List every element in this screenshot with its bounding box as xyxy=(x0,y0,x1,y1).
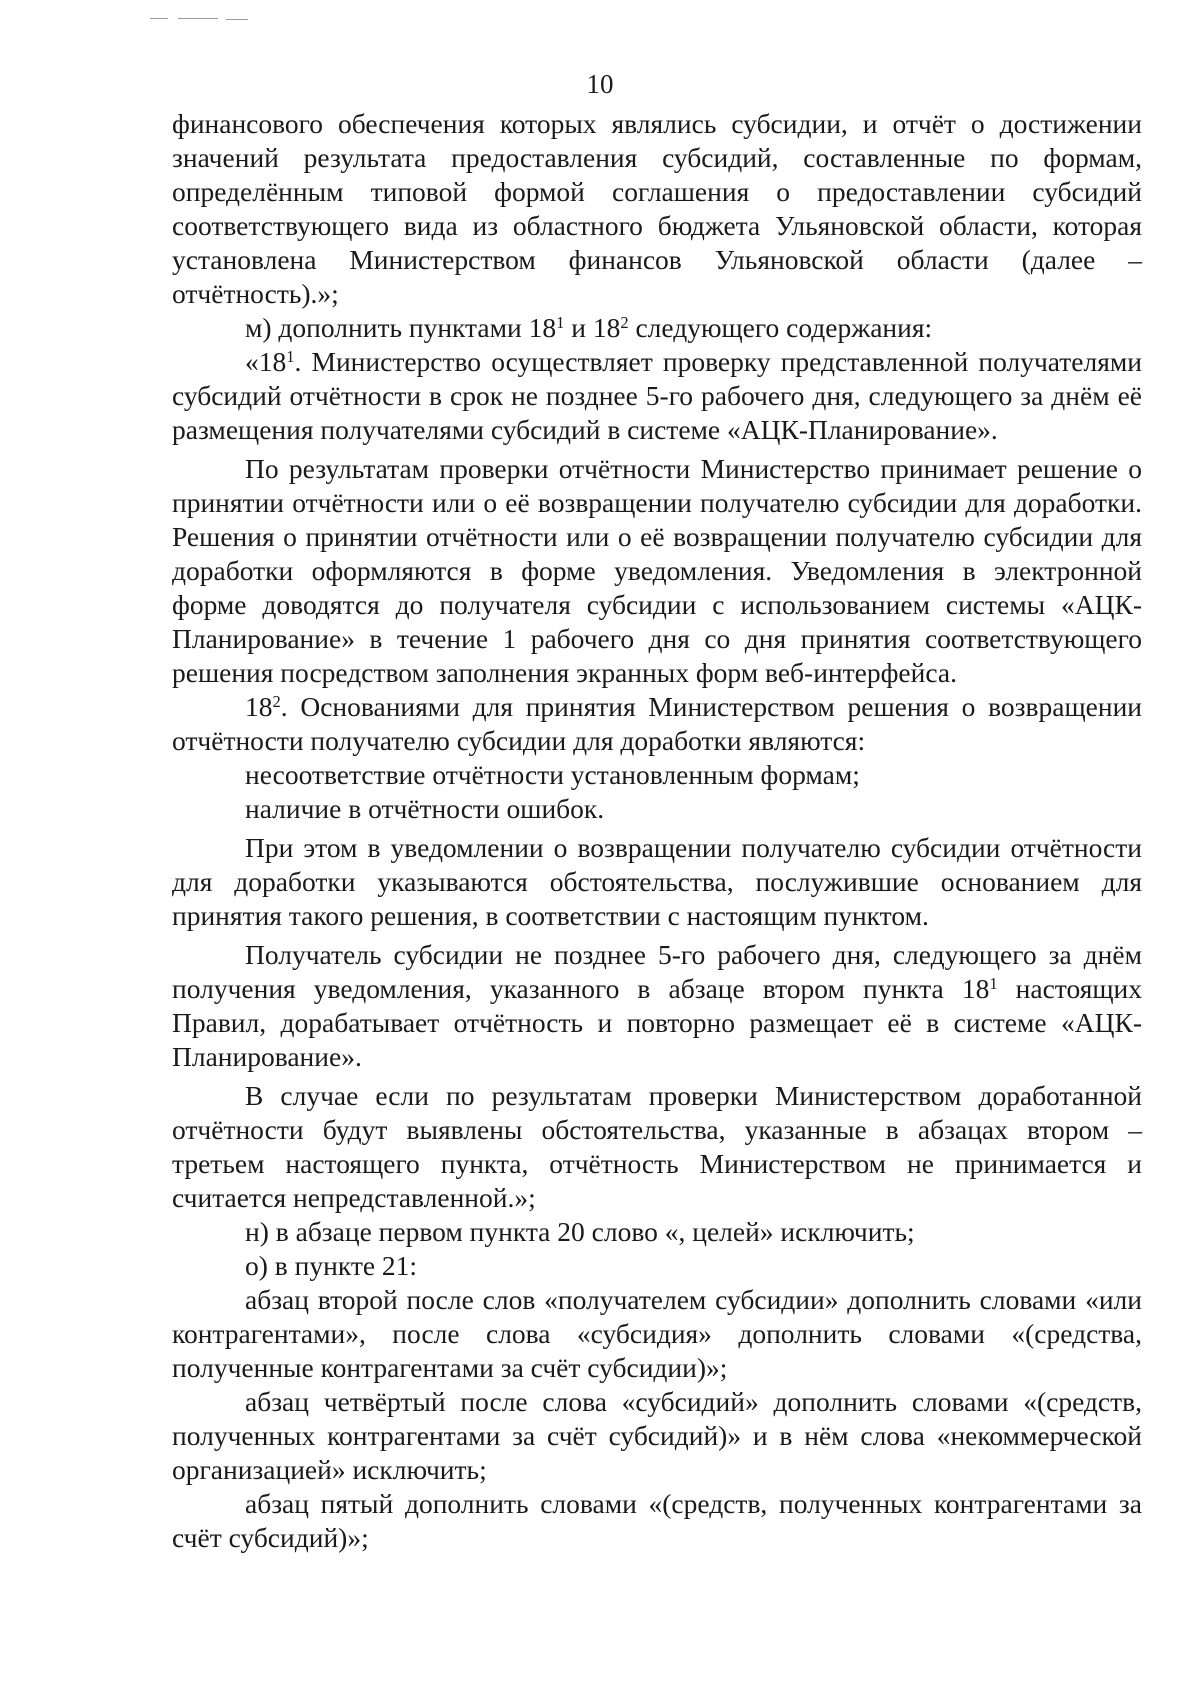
paragraph: абзац второй после слов «получателем субсидии» дополнить словами «или контрагентами», после слова «субсидия» дополнить словами «(средства, полученные контрагентами за счёт субсидии)»; xyxy=(172,1284,1142,1383)
paragraph-item-m: м) дополнить пунктами $18^1$ и $18^2$ следующего содержания: xyxy=(245,312,933,343)
paragraph: При этом в уведомлении о возвращении получателю субсидии отчётности для доработки указываются обстоятельства, послужившие основанием для принятия такого решения, в соответствии с настоящим пунктом. xyxy=(172,832,1142,931)
paragraph-item-o: о) в пункте 21: xyxy=(245,1250,418,1281)
document-body xyxy=(172,107,1142,1555)
paragraph: наличие в отчётности ошибок. xyxy=(245,793,605,824)
paragraph: Получатель субсидии не позднее 5-го рабочего дня, следующего за днём получения уведомления, указанного в абзаце втором пункта $18^1$ настоящих Правил, дорабатывает отчётность и повторно размещает её в системе «АЦК-Планирование». xyxy=(172,939,1142,1072)
page-number: 10 xyxy=(586,69,614,99)
paragraph: абзац четвёртый после слова «субсидий» дополнить словами «(средств, полученных контрагентами за счёт субсидий)» и в нём слова «некоммерческой организацией» исключить; xyxy=(172,1386,1142,1485)
paragraph-item-n: н) в абзаце первом пункта 20 слово «, целей» исключить; xyxy=(245,1216,915,1247)
paragraph-clause-18-2: $18^2$. Основаниями для принятия Министерством решения о возвращении отчётности получателю субсидии для доработки являются: xyxy=(172,691,1142,756)
scan-artifact xyxy=(178,18,218,19)
paragraph: В случае если по результатам проверки Министерством доработанной отчётности будут выявлены обстоятельства, указанные в абзацах втором – третьем настоящего пункта, отчётность Министерством не принимается и считается непредставленной.»; xyxy=(172,1080,1142,1213)
paragraph: По результатам проверки отчётности Министерство принимает решение о принятии отчётности или о её возвращении получателю субсидии для доработки. Решения о принятии отчётности или о её возвращении получателю субсидии для доработки оформляются в форме уведомления. Уведомления в электронной форме доводятся до получателя субсидии с использованием системы «АЦК-Планирование» в течение 1 рабочего дня со дня принятия соответствующего решения посредством заполнения экранных форм веб-интерфейса. xyxy=(172,453,1142,688)
paragraph: финансового обеспечения которых являлись субсидии, и отчёт о достижении значений результата предоставления субсидий, составленные по формам, определённым типовой формой соглашения о предоставлении субсидий соответствующего вида из областного бюджета Ульяновской области, которая установлена Министерством финансов Ульяновской области (далее – отчётность).»; xyxy=(172,108,1142,309)
paragraph-clause-18-1: «$18^1$. Министерство осуществляет проверку представленной получателями субсидий отчётности в срок не позднее 5-го рабочего дня, следующего за днём её размещения получателями субсидий в системе «АЦК-Планирование». xyxy=(172,346,1142,445)
scan-artifact xyxy=(226,19,248,20)
paragraph: абзац пятый дополнить словами «(средств, полученных контрагентами за счёт субсидий)»; xyxy=(172,1488,1142,1553)
paragraph: несоответствие отчётности установленным формам; xyxy=(245,759,860,790)
scan-artifact xyxy=(150,18,168,19)
